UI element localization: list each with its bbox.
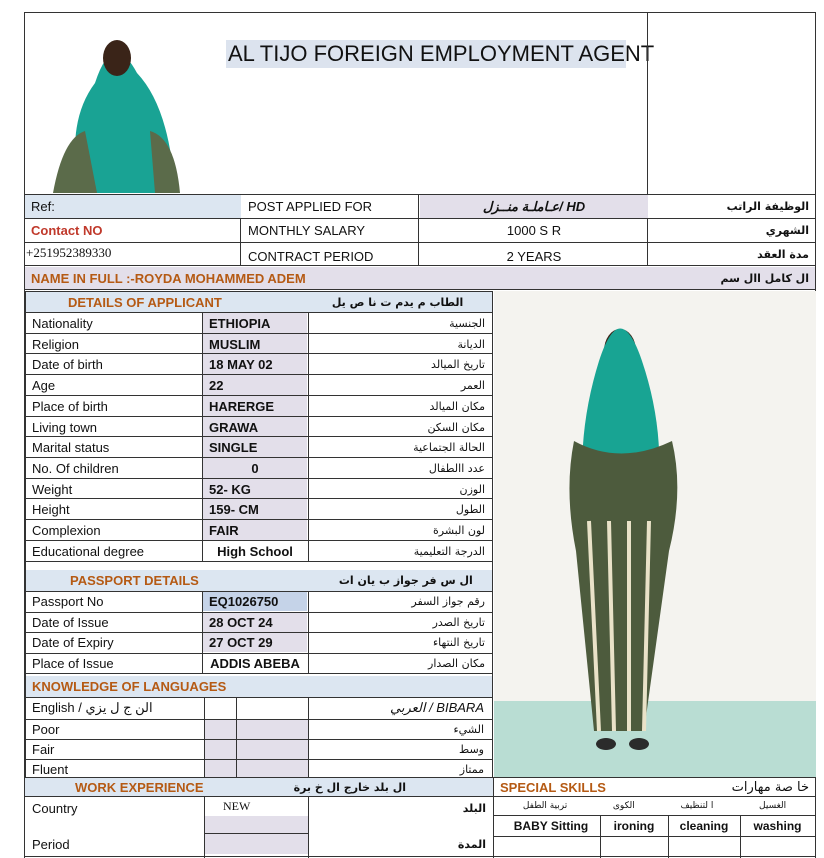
work-header-row xyxy=(25,778,493,796)
work-col-1 xyxy=(204,796,205,858)
passport-ar: مكان الصدار xyxy=(428,657,485,670)
period-label: Period xyxy=(32,836,70,852)
country-value: NEW xyxy=(223,798,251,813)
skills-line-2 xyxy=(494,836,816,837)
passport-header: PASSPORT DETAILS xyxy=(70,573,199,588)
page-title: AL TIJO FOREIGN EMPLOYMENT AGENT xyxy=(228,41,655,66)
contract-label: CONTRACT PERIOD xyxy=(248,249,374,264)
skills-ar-row xyxy=(494,797,815,815)
skill-cleaning: cleaning xyxy=(679,819,729,833)
contact-label: Contact NO xyxy=(31,223,103,238)
work-shade-1 xyxy=(205,816,308,833)
passport-ar: رقم جواز السفر xyxy=(411,595,485,608)
ref-label: Ref: xyxy=(25,195,241,218)
skills-col-3 xyxy=(740,816,741,858)
applicant-label: Complexion xyxy=(32,522,101,538)
applicant-label: Height xyxy=(32,501,70,517)
applicant-value: 22 xyxy=(203,375,307,395)
applicant-ar: الدرجة التعليمية xyxy=(413,544,485,558)
passport-value: 28 OCT 24 xyxy=(203,613,307,632)
skill-ironing: ironing xyxy=(613,819,655,833)
contract-value: 2 YEARS xyxy=(506,249,562,264)
passport-label: Place of Issue xyxy=(32,656,114,671)
work-shade-2 xyxy=(205,834,308,854)
applicant-ar: مكان السكن xyxy=(427,420,485,434)
applicant-value: GRAWA xyxy=(203,417,307,437)
applicant-label: Place of birth xyxy=(32,398,108,414)
skill-ar-0: الغسيل xyxy=(759,801,787,811)
period-ar: المدة xyxy=(457,837,486,851)
arabic-label: العربي / BIBARA xyxy=(389,700,484,715)
applicant-label: Educational degree xyxy=(32,543,145,559)
skill-ar-1: ا لتنظيف xyxy=(680,801,714,811)
applicant-value: ETHIOPIA xyxy=(203,313,307,333)
passport-label: Date of Issue xyxy=(32,615,109,630)
languages-header: KNOWLEDGE OF LANGUAGES xyxy=(32,679,227,694)
applicant-label: Religion xyxy=(32,336,79,352)
work-col-2 xyxy=(308,796,309,858)
applicant-label: Nationality xyxy=(32,315,93,331)
full-body-photo xyxy=(494,291,816,777)
passport-value: 27 OCT 29 xyxy=(203,633,307,652)
applicant-value: 52- KG xyxy=(203,479,307,499)
applicant-end-line xyxy=(25,561,493,562)
applicant-ar: لون البشرة xyxy=(433,523,485,537)
lang-level-ar: وسط xyxy=(459,743,484,756)
applicant-ar: مكان الميالد xyxy=(429,399,485,413)
skills-header-row xyxy=(494,778,815,796)
applicant-header-ar: الطاب م يدم ت نا ص يل xyxy=(331,295,464,309)
work-header-ar: ال بلد خارج ال خ برة xyxy=(293,780,407,794)
applicant-ar: الطول xyxy=(455,502,485,516)
applicant-label: Weight xyxy=(32,481,73,497)
applicant-col-1 xyxy=(202,312,203,561)
lang-level-label: Fair xyxy=(32,742,55,757)
passport-header-ar: ال س فر جواز ب يان ات xyxy=(338,574,473,587)
work-header: WORK EXPERIENCE xyxy=(75,779,204,795)
applicant-ar: عدد االطفال xyxy=(428,461,485,475)
contract-label-ar: مدة العقد xyxy=(757,248,809,261)
lang-shade-1 xyxy=(205,719,236,777)
skills-col-2 xyxy=(668,816,669,858)
applicant-value: SINGLE xyxy=(203,437,307,457)
lang-level-ar: ممتاز xyxy=(459,763,484,776)
languages-header-row xyxy=(26,676,492,697)
post-value: عـاملـة منــزل/ HD xyxy=(420,195,648,218)
passport-end-line xyxy=(25,673,493,674)
full-name: NAME IN FULL :-ROYDA MOHAMMED ADEM xyxy=(31,270,306,286)
english-label: English / الن ج ل يزي xyxy=(32,700,153,715)
skill-baby-sitting: BABY Sitting xyxy=(513,819,589,833)
passport-label: Passport No xyxy=(32,594,104,609)
applicant-value: FAIR xyxy=(203,520,307,540)
band-divider xyxy=(493,777,494,858)
applicant-ar: الجنسية xyxy=(449,316,485,330)
skills-col-1 xyxy=(600,816,601,858)
passport-ar: تاريخ الصدر xyxy=(432,616,485,629)
applicant-header-row xyxy=(26,292,492,312)
passport-label: Date of Expiry xyxy=(32,635,114,650)
skills-header-ar: خا صة مهارات xyxy=(731,779,809,795)
salary-label: MONTHLY SALARY xyxy=(248,223,366,238)
applicant-value: 159- CM xyxy=(203,499,307,519)
applicant-ar: الديانة xyxy=(457,337,485,351)
skill-ar-3: تربية الطفل xyxy=(522,801,568,811)
lang-level-label: Poor xyxy=(32,722,60,737)
applicant-ar: العمر xyxy=(460,378,485,392)
passport-ar: تاريخ النتهاء xyxy=(432,636,485,649)
contact-phone: +251952389330 xyxy=(26,245,112,260)
skill-washing: washing xyxy=(753,819,802,833)
portrait-icon xyxy=(25,13,204,194)
applicant-ar: الوزن xyxy=(459,482,485,496)
row-line-3 xyxy=(24,289,816,290)
full-name-ar: ال كامل اال سم xyxy=(720,271,809,285)
applicant-value: High School xyxy=(203,541,307,561)
applicant-ar: الحالة الجتماعية xyxy=(413,440,485,454)
skills-header: SPECIAL SKILLS xyxy=(500,779,606,795)
passport-value: EQ1026750 xyxy=(203,592,307,611)
passport-value: ADDIS ABEBA xyxy=(203,654,307,673)
lang-level-ar: الشيء xyxy=(453,723,484,736)
country-label: Country xyxy=(32,800,78,816)
portrait-photo-small xyxy=(25,13,204,194)
passport-col-1 xyxy=(202,591,203,673)
applicant-value: 0 xyxy=(203,458,307,478)
applicant-value: 18 MAY 02 xyxy=(203,354,307,374)
applicant-value: MUSLIM xyxy=(203,334,307,354)
applicant-col-2 xyxy=(308,312,309,561)
lang-shade-2 xyxy=(237,719,308,777)
full-body-icon xyxy=(494,291,816,777)
post-label-ar: الوظيفة الراتب xyxy=(726,200,809,213)
applicant-header: DETAILS OF APPLICANT xyxy=(68,294,222,310)
applicant-label: Living town xyxy=(32,419,98,435)
applicant-label: Date of birth xyxy=(32,356,103,372)
salary-value: 1000 S R xyxy=(506,223,562,238)
salary-label-ar: الشهري xyxy=(765,224,809,237)
applicant-label: No. Of children xyxy=(32,460,119,476)
frame-bottom xyxy=(24,856,816,857)
name-row xyxy=(25,267,815,289)
applicant-label: Age xyxy=(32,377,56,393)
post-label: POST APPLIED FOR xyxy=(248,199,373,214)
lang-level-label: Fluent xyxy=(32,762,69,777)
applicant-ar: تاريخ الميالد xyxy=(431,357,485,371)
passport-header-row xyxy=(26,570,492,591)
country-ar: البلد xyxy=(462,801,486,815)
passport-col-2 xyxy=(308,591,309,673)
skill-ar-2: الكوى xyxy=(612,801,635,811)
applicant-value: HARERGE xyxy=(203,396,307,416)
header-divider xyxy=(647,13,648,194)
applicant-label: Marital status xyxy=(32,439,110,455)
